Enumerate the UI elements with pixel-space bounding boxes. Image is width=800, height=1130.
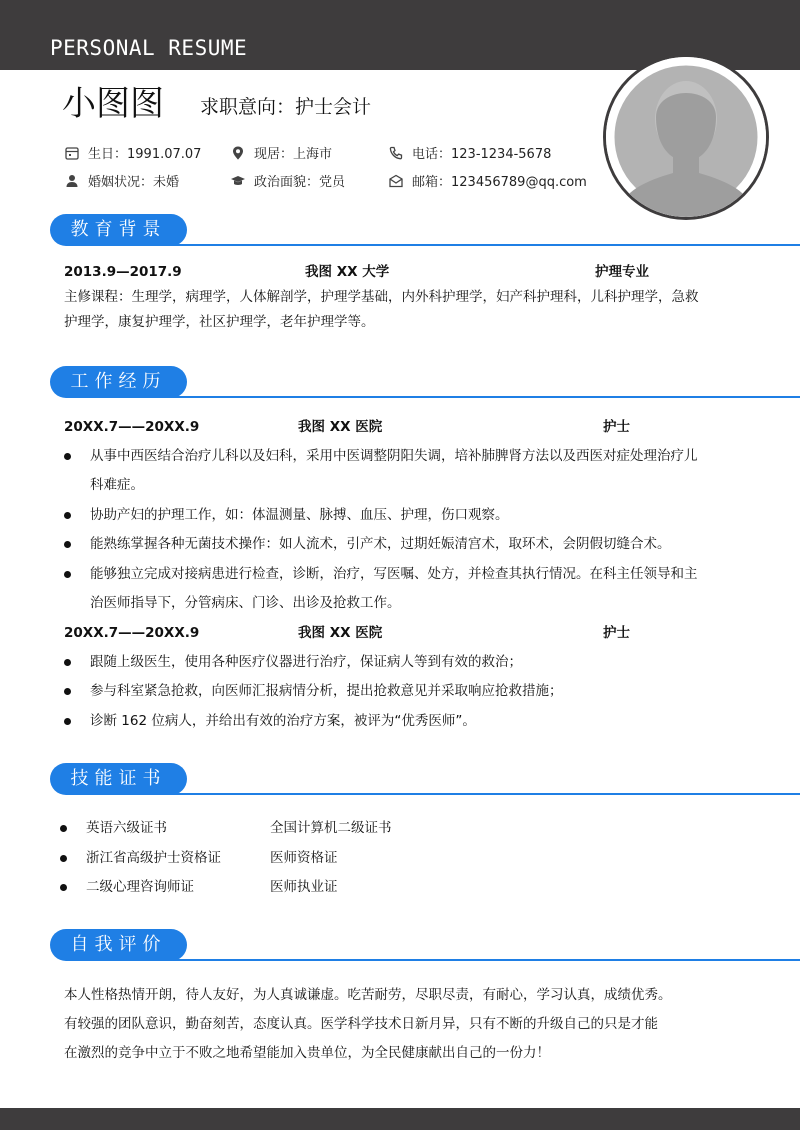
phone-text: 电话：123-1234-5678: [412, 147, 552, 162]
education-courses-line1: 主修课程：生理学，病理学，人体解剖学，护理学基础，内外科护理学，妇产科护理科，儿科护理学，急救: [64, 289, 699, 305]
section-divider: [160, 959, 800, 961]
bullet-dot: [64, 659, 71, 666]
job-item-continued: 科难症。: [90, 477, 144, 493]
residence-text: 现居：上海市: [254, 147, 333, 162]
phone-icon: [388, 145, 404, 161]
section-divider: [160, 396, 800, 398]
self-evaluation-line: 在激烈的竞争中立于不败之地希望能加入贵单位，为全民健康献出自己的一份力！: [64, 1045, 550, 1061]
certificate-item: 全国计算机二级证书: [270, 820, 392, 836]
job-item: 能熟练掌握各种无菌技术操作：如人流术，引产术，过期妊娠清宫术，取环术，会阴假切缝合术。: [90, 536, 671, 552]
education-major: 护理专业: [595, 264, 649, 280]
avatar-silhouette-icon: [606, 57, 766, 217]
location-pin-icon: [230, 145, 246, 161]
calendar-icon: [64, 145, 80, 161]
mail-icon: [388, 173, 404, 189]
job-item: 参与科室紧急抢救，向医师汇报病情分析，提出抢救意见并采取响应抢救措施；: [90, 683, 563, 699]
self-evaluation-line: 本人性格热情开朗，待人友好，为人真诚谦虚。吃苦耐劳，尽职尽责，有耐心，学习认真，成绩优秀。: [64, 987, 672, 1003]
job-item: 跟随上级医生，使用各种医疗仪器进行治疗，保证病人等到有效的救治；: [90, 654, 522, 670]
certificate-item: 医师执业证: [270, 879, 338, 895]
section-title: 教育背景: [50, 214, 187, 246]
bullet-dot: [60, 825, 67, 832]
info-phone: [388, 145, 551, 164]
email-text: 邮箱：123456789@qq.com: [412, 175, 587, 190]
section-title: 工作经历: [50, 366, 187, 398]
info-residence: [230, 145, 332, 164]
certificate-item: 二级心理咨询师证: [86, 879, 194, 895]
certificate-item: 医师资格证: [270, 850, 338, 866]
birthday-text: 生日：1991.07.07: [88, 147, 202, 162]
bullet-dot: [60, 855, 67, 862]
bullet-dot: [64, 571, 71, 578]
info-political: [230, 173, 345, 192]
bullet-dot: [64, 718, 71, 725]
job-org: 我图 XX 医院: [298, 625, 383, 641]
bullet-dot: [64, 453, 71, 460]
job-period: 20XX.7——20XX.9: [64, 419, 200, 435]
job-item-continued: 治医师指导下，分管病床、门诊、出诊及抢救工作。: [90, 595, 401, 611]
avatar: [603, 54, 769, 220]
section-title: 自我评价: [50, 929, 187, 961]
person-icon: [64, 173, 80, 189]
self-evaluation-line: 有较强的团队意识，勤奋刻苦，态度认真。医学科学技术日新月异，只有不断的升级自己的只是才能: [64, 1016, 658, 1032]
marital-text: 婚姻状况：未婚: [88, 175, 180, 190]
job-role: 护士: [603, 419, 630, 435]
bullet-dot: [64, 512, 71, 519]
section-title: 技能证书: [50, 763, 187, 795]
graduation-cap-icon: [230, 173, 246, 189]
info-marital: [64, 173, 179, 192]
bullet-dot: [64, 541, 71, 548]
political-text: 政治面貌：党员: [254, 175, 346, 190]
certificate-item: 英语六级证书: [86, 820, 167, 836]
info-email: [388, 173, 587, 192]
job-item: 从事中西医结合治疗儿科以及妇科，采用中医调整阴阳失调，培补肺脾肾方法以及西医对症处理治疗儿: [90, 448, 698, 464]
person-name: 小图图: [62, 84, 164, 124]
job-item: 协助产妇的护理工作，如：体温测量、脉搏、血压、护理，伤口观察。: [90, 507, 509, 523]
job-intention: 求职意向：护士会计: [200, 96, 372, 118]
job-org: 我图 XX 医院: [298, 419, 383, 435]
job-item: 诊断 162 位病人，并给出有效的治疗方案，被评为“优秀医师”。: [90, 713, 476, 729]
info-birthday: [64, 145, 201, 164]
section-divider: [160, 793, 800, 795]
education-period: 2013.9—2017.9: [64, 264, 182, 280]
education-school: 我图 XX 大学: [305, 264, 390, 280]
job-period: 20XX.7——20XX.9: [64, 625, 200, 641]
job-role: 护士: [603, 625, 630, 641]
resume-title: PERSONAL RESUME: [50, 36, 248, 60]
bullet-dot: [60, 884, 67, 891]
section-divider: [160, 244, 800, 246]
footer-bar: [0, 1108, 800, 1130]
bullet-dot: [64, 688, 71, 695]
job-item: 能够独立完成对接病患进行检查，诊断，治疗，写医嘱、处方，并检查其执行情况。在科主任领导和主: [90, 566, 698, 582]
certificate-item: 浙江省高级护士资格证: [86, 850, 221, 866]
education-courses-line2: 护理学，康复护理学，社区护理学，老年护理学等。: [64, 314, 375, 330]
